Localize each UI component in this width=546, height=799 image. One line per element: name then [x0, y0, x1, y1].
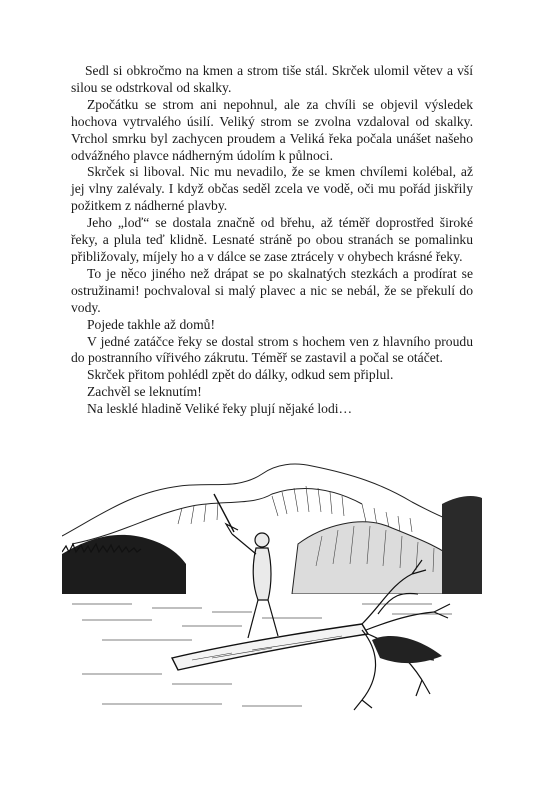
paragraph: Skrček přitom pohlédl zpět do dálky, odkud sem připlul.: [87, 367, 394, 383]
paragraph: Zpočátku se strom ani nepohnul, ale za chvíli se objevil výsledek hochova vytrvalého úsilí. Veliký strom se zvolna vzdaloval od skalky. Vrchol smrku byl zachycen proudem a Veliká řeka počala unášet našeho odvážného plavce nádherným údolím k půlnoci.: [71, 96, 473, 163]
river-illustration: [62, 444, 482, 744]
paragraph: Jeho „loď“ se dostala značně od břehu, až téměř doprostřed široké řeky, a plula teď klidně. Lesnaté stráně po obou stranách se pomalinku přibližovaly, míjely ho a v dálce se zase ztrácely v ohybech krásné řeky.: [71, 215, 473, 264]
pole: [214, 494, 234, 532]
paragraph: V jedné zatáčce řeky se dostal strom s hochem ven z hlavního proudu do postranního vířivého zákrutu. Téměř se zastavil a počal se otáčet.: [71, 333, 473, 366]
body-text: [71, 63, 473, 418]
paragraph: Pojede takhle až domů!: [87, 316, 215, 332]
paragraph: To je něco jiného než drápat se po skalnatých stezkách a prodírat se ostružinami! pochvaloval si malý plavec a nic se nebál, že se překulí do vody.: [71, 265, 473, 315]
paragraph: Sedl si obkročmo na kmen a strom tiše stál. Skrček ulomil větev a vší silou se odstrkoval od skalky.: [71, 63, 473, 95]
left-hill: [62, 535, 186, 594]
mountain-range: [62, 464, 482, 544]
paragraph: Zachvěl se leknutím!: [87, 384, 202, 400]
paragraph: Skrček si liboval. Nic mu nevadilo, že se kmen chvílemi kolébal, až jej vlny zalévaly. I když občas seděl zcela ve vodě, oči mu pořád jiskřily požitkem z nádherné plavby.: [71, 164, 473, 214]
paragraph: Na lesklé hladině Veliké řeky plují nějaké lodi…: [87, 401, 353, 417]
